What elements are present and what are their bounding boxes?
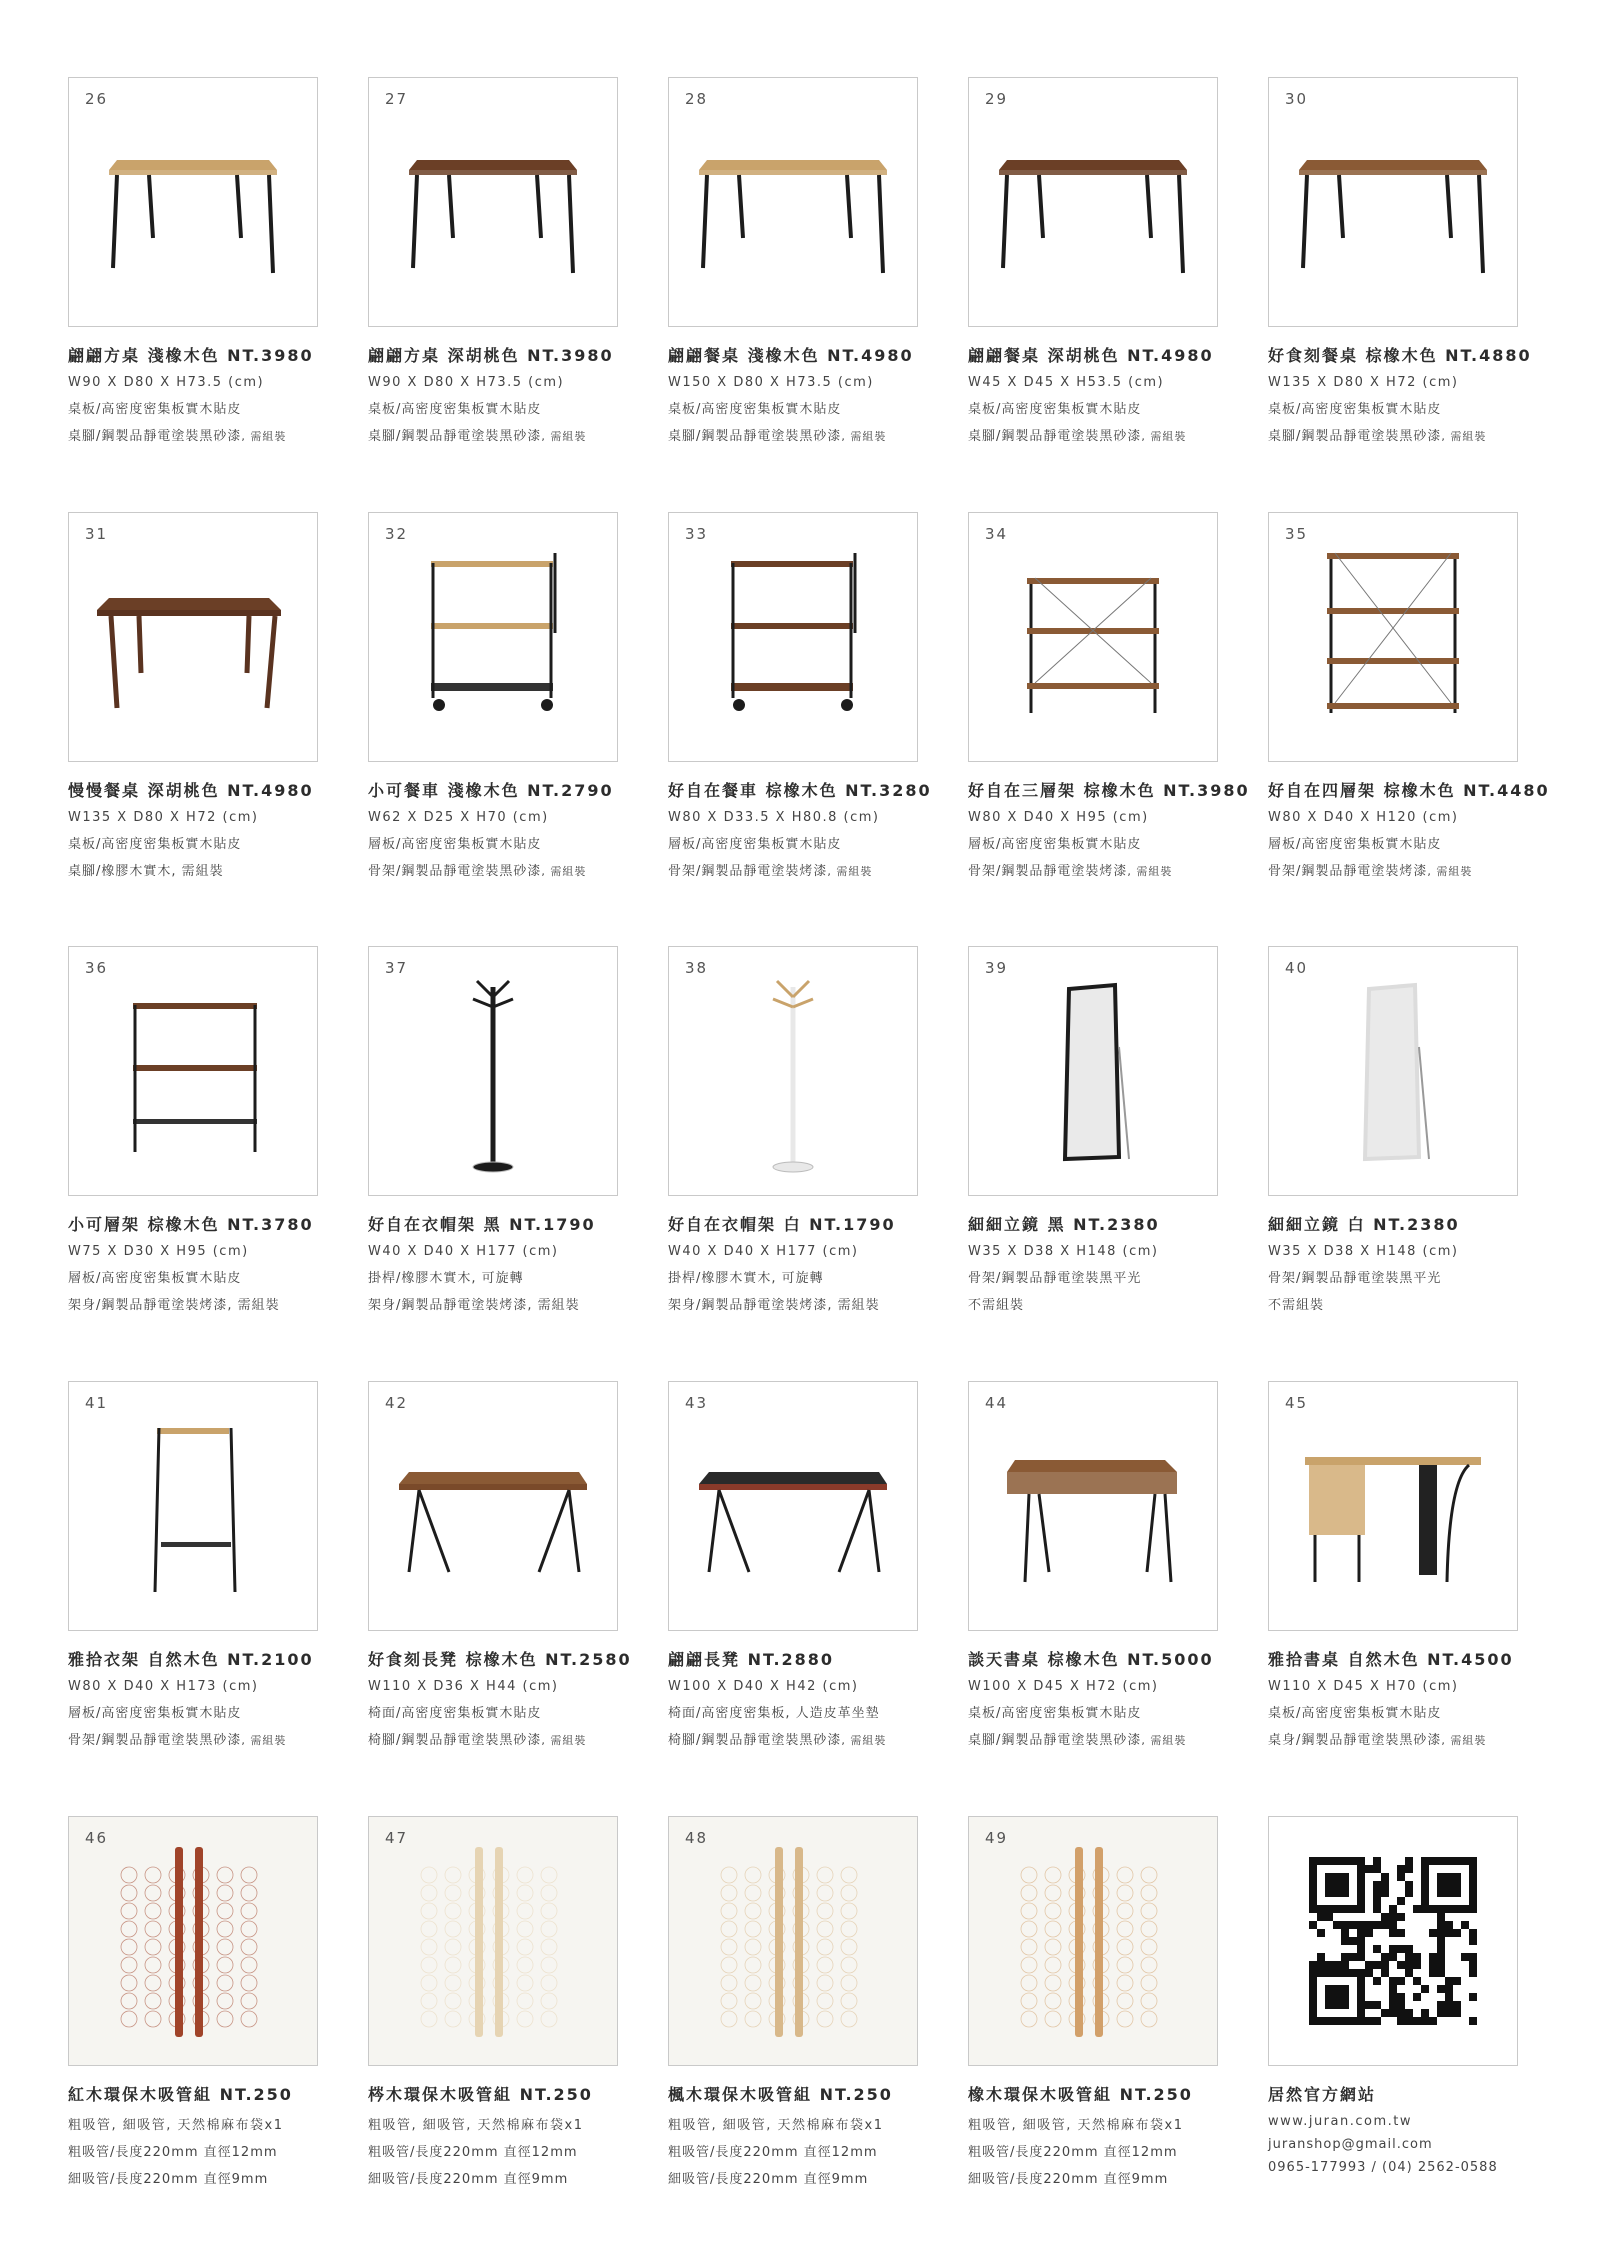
product-title: 好自在餐車 棕橡木色 NT.3280: [668, 781, 932, 800]
product-material-1: 層板/高密度密集板實木貼皮: [68, 1706, 242, 1721]
product-title: 好自在衣帽架 白 NT.1790: [668, 1215, 896, 1234]
coat-rack-icon: [369, 947, 617, 1195]
product-dimensions: W80 X D33.5 X H80.8 (cm): [668, 810, 880, 825]
product-image-card[interactable]: [668, 946, 918, 1196]
product-material-1: 桌板/高密度密集板實木貼皮: [368, 402, 542, 417]
material-2-text: 細吸管/長度220mm 直徑9mm: [68, 2172, 269, 2187]
product-item: [1268, 512, 1550, 879]
assembly-note: , 需組裝: [541, 865, 587, 878]
product-material-2: [1268, 2160, 1518, 2175]
product-material-2: [68, 1729, 318, 1748]
qr-code-icon: [1269, 1817, 1517, 2065]
product-title: 翩翩餐桌 深胡桃色 NT.4980: [968, 346, 1214, 365]
product-title: 好自在衣帽架 黑 NT.1790: [368, 1215, 596, 1234]
product-dimensions: W90 X D80 X H73.5 (cm): [368, 375, 565, 390]
product-material-2: [668, 860, 918, 879]
material-2-text: 0965-177993 / (04) 2562-0588: [1268, 2160, 1498, 2175]
product-dimensions: W35 X D38 X H148 (cm): [968, 1244, 1159, 1259]
product-number: 38: [685, 959, 709, 977]
product-dimensions: W100 X D40 X H42 (cm): [668, 1679, 859, 1694]
product-image-card[interactable]: [1268, 512, 1518, 762]
product-image-card[interactable]: [1268, 1381, 1518, 1631]
product-title: 翩翩方桌 深胡桃色 NT.3980: [368, 346, 614, 365]
product-dimensions: W135 X D80 X H72 (cm): [68, 810, 259, 825]
product-material-2: [1268, 425, 1518, 444]
product-dimensions: W45 X D45 X H53.5 (cm): [968, 375, 1165, 390]
product-material-1: 椅面/高密度密集板, 人造皮革坐墊: [668, 1706, 880, 1721]
cart-icon: [369, 513, 617, 761]
product-dimensions: W35 X D38 X H148 (cm): [1268, 1244, 1459, 1259]
product-title: 小可層架 棕橡木色 NT.3780: [68, 1215, 314, 1234]
product-dimensions: 粗吸管, 細吸管, 天然棉麻布袋x1: [68, 2118, 284, 2133]
product-image-card[interactable]: [968, 77, 1218, 327]
product-image-card[interactable]: [668, 77, 918, 327]
product-dimensions: W110 X D36 X H44 (cm): [368, 1679, 559, 1694]
product-dimensions: W100 X D45 X H72 (cm): [968, 1679, 1159, 1694]
material-2-text: 椅腳/鋼製品靜電塗裝黑砂漆: [668, 1733, 842, 1748]
material-2-text: 骨架/鋼製品靜電塗裝黑砂漆: [68, 1733, 242, 1748]
product-material-1: 桌板/高密度密集板實木貼皮: [968, 402, 1142, 417]
material-2-text: 不需組裝: [968, 1298, 1025, 1313]
assembly-note: , 需組裝: [1141, 430, 1187, 443]
product-dimensions: www.juran.com.tw: [1268, 2114, 1412, 2129]
product-material-1: 層板/高密度密集板實木貼皮: [968, 837, 1142, 852]
product-image-card[interactable]: [68, 946, 318, 1196]
product-number: 49: [985, 1829, 1009, 1847]
dining-table-icon: [1269, 78, 1517, 326]
product-material-1: 粗吸管/長度220mm 直徑12mm: [68, 2145, 278, 2160]
product-material-1: 掛桿/橡膠木實木, 可旋轉: [368, 1271, 524, 1286]
product-number: 48: [685, 1829, 709, 1847]
product-item: [68, 1381, 318, 1748]
product-dimensions: 粗吸管, 細吸管, 天然棉麻布袋x1: [368, 2118, 584, 2133]
product-title: 楓木環保木吸管組 NT.250: [668, 2085, 893, 2104]
product-material-2: [368, 860, 618, 879]
product-image-card[interactable]: [968, 512, 1218, 762]
product-image-card[interactable]: [668, 512, 918, 762]
product-number: 39: [985, 959, 1009, 977]
assembly-note: , 需組裝: [541, 430, 587, 443]
product-number: 44: [985, 1394, 1009, 1412]
product-material-1: 層板/高密度密集板實木貼皮: [668, 837, 842, 852]
product-image-card[interactable]: [368, 77, 618, 327]
desk-icon: [1269, 1382, 1517, 1630]
product-item: [68, 512, 318, 879]
bench-icon: [669, 1382, 917, 1630]
material-2-text: 細吸管/長度220mm 直徑9mm: [368, 2172, 569, 2187]
straw-icon: [69, 1817, 317, 2065]
product-image-card[interactable]: [968, 1816, 1218, 2066]
product-item: [668, 946, 918, 1313]
product-image-card[interactable]: [368, 512, 618, 762]
product-number: 37: [385, 959, 409, 977]
product-title: 紅木環保木吸管組 NT.250: [68, 2085, 293, 2104]
product-number: 46: [85, 1829, 109, 1847]
product-item: [368, 1816, 618, 2187]
assembly-note: , 需組裝: [841, 430, 887, 443]
product-material-1: 桌板/高密度密集板實木貼皮: [668, 402, 842, 417]
assembly-note: , 需組裝: [827, 865, 873, 878]
material-2-text: 桌腳/鋼製品靜電塗裝黑砂漆: [368, 429, 542, 444]
product-title: 翩翩方桌 淺橡木色 NT.3980: [68, 346, 314, 365]
product-material-1: 桌板/高密度密集板實木貼皮: [968, 1706, 1142, 1721]
product-title: 談天書桌 棕橡木色 NT.5000: [968, 1650, 1214, 1669]
material-2-text: 骨架/鋼製品靜電塗裝烤漆: [968, 864, 1128, 879]
product-image-card[interactable]: [68, 512, 318, 762]
product-dimensions: W75 X D30 X H95 (cm): [68, 1244, 249, 1259]
product-number: 27: [385, 90, 409, 108]
product-number: 45: [1285, 1394, 1309, 1412]
shelf-icon: [1269, 513, 1517, 761]
product-material-1: 粗吸管/長度220mm 直徑12mm: [368, 2145, 578, 2160]
product-title: 梣木環保木吸管組 NT.250: [368, 2085, 593, 2104]
product-title: 細細立鏡 白 NT.2380: [1268, 1215, 1460, 1234]
product-material-1: 桌板/高密度密集板實木貼皮: [68, 837, 242, 852]
product-item: [968, 946, 1218, 1313]
product-material-2: [668, 425, 918, 444]
product-material-1: 粗吸管/長度220mm 直徑12mm: [668, 2145, 878, 2160]
product-item: [1268, 1816, 1518, 2175]
product-item: [68, 1816, 318, 2187]
product-material-1: 桌板/高密度密集板實木貼皮: [1268, 402, 1442, 417]
product-item: [68, 946, 318, 1313]
product-dimensions: W62 X D25 X H70 (cm): [368, 810, 549, 825]
product-dimensions: W80 X D40 X H95 (cm): [968, 810, 1149, 825]
product-material-1: 桌板/高密度密集板實木貼皮: [1268, 1706, 1442, 1721]
product-image-card[interactable]: [368, 1816, 618, 2066]
product-material-2: [968, 425, 1218, 444]
product-material-2: [668, 1729, 918, 1748]
product-dimensions: W40 X D40 X H177 (cm): [668, 1244, 859, 1259]
product-image-card[interactable]: [968, 1381, 1218, 1631]
dining-table-icon: [669, 78, 917, 326]
product-image-card[interactable]: [1268, 1816, 1518, 2066]
product-material-2: [68, 1294, 318, 1313]
product-title: 翩翩長凳 NT.2880: [668, 1650, 835, 1669]
product-image-card[interactable]: [68, 1816, 318, 2066]
product-number: 29: [985, 90, 1009, 108]
product-dimensions: 粗吸管, 細吸管, 天然棉麻布袋x1: [968, 2118, 1184, 2133]
product-number: 35: [1285, 525, 1309, 543]
product-image-card[interactable]: [68, 1381, 318, 1631]
product-material-1: 椅面/高密度密集板實木貼皮: [368, 1706, 542, 1721]
product-item: [368, 946, 618, 1313]
material-2-text: 細吸管/長度220mm 直徑9mm: [668, 2172, 869, 2187]
product-number: 34: [985, 525, 1009, 543]
product-dimensions: W135 X D80 X H72 (cm): [1268, 375, 1459, 390]
material-2-text: 桌身/鋼製品靜電塗裝黑砂漆: [1268, 1733, 1442, 1748]
product-number: 43: [685, 1394, 709, 1412]
desk-icon: [969, 1382, 1217, 1630]
product-title: 翩翩餐桌 淺橡木色 NT.4980: [668, 346, 914, 365]
product-material-1: juranshop@gmail.com: [1268, 2137, 1433, 2152]
product-item: [1268, 77, 1532, 444]
product-item: [1268, 1381, 1518, 1748]
product-dimensions: W40 X D40 X H177 (cm): [368, 1244, 559, 1259]
product-image-card[interactable]: [668, 1816, 918, 2066]
product-number: 30: [1285, 90, 1309, 108]
assembly-note: , 需組裝: [1427, 865, 1473, 878]
product-item: [968, 1816, 1218, 2187]
product-item: [968, 512, 1250, 879]
material-2-text: 桌腳/鋼製品靜電塗裝黑砂漆: [1268, 429, 1442, 444]
product-image-card[interactable]: [368, 946, 618, 1196]
product-material-2: [1268, 1294, 1518, 1313]
assembly-note: , 需組裝: [1441, 1734, 1487, 1747]
product-title: 雅拾衣架 自然木色 NT.2100: [68, 1650, 314, 1669]
product-title: 好食刻餐桌 棕橡木色 NT.4880: [1268, 346, 1532, 365]
product-material-2: [68, 425, 318, 444]
product-material-2: [668, 1294, 918, 1313]
table-icon: [69, 78, 317, 326]
assembly-note: , 需組裝: [1441, 430, 1487, 443]
wood-table-icon: [69, 513, 317, 761]
assembly-note: , 需組裝: [1141, 1734, 1187, 1747]
product-item: [368, 512, 618, 879]
assembly-note: , 需組裝: [541, 1734, 587, 1747]
material-2-text: 桌腳/橡膠木實木, 需組裝: [68, 864, 224, 879]
material-2-text: 桌腳/鋼製品靜電塗裝黑砂漆: [668, 429, 842, 444]
shelf-icon: [69, 947, 317, 1195]
bench-icon: [369, 1382, 617, 1630]
product-material-2: [968, 1729, 1218, 1748]
product-image-card[interactable]: [68, 77, 318, 327]
product-title: 好食刻長凳 棕橡木色 NT.2580: [368, 1650, 632, 1669]
straw-icon: [669, 1817, 917, 2065]
product-dimensions: W90 X D80 X H73.5 (cm): [68, 375, 265, 390]
material-2-text: 架身/鋼製品靜電塗裝烤漆, 需組裝: [368, 1298, 580, 1313]
product-number: 26: [85, 90, 109, 108]
product-material-2: [968, 860, 1218, 879]
material-2-text: 桌腳/鋼製品靜電塗裝黑砂漆: [68, 429, 242, 444]
product-title: 小可餐車 淺橡木色 NT.2790: [368, 781, 614, 800]
product-material-2: [368, 425, 618, 444]
straw-icon: [969, 1817, 1217, 2065]
product-number: 33: [685, 525, 709, 543]
product-material-2: [68, 2168, 318, 2187]
product-material-1: 層板/高密度密集板實木貼皮: [68, 1271, 242, 1286]
product-item: [968, 1381, 1218, 1748]
material-2-text: 架身/鋼製品靜電塗裝烤漆, 需組裝: [668, 1298, 880, 1313]
mirror-icon: [1269, 947, 1517, 1195]
material-2-text: 桌腳/鋼製品靜電塗裝黑砂漆: [968, 1733, 1142, 1748]
product-item: [1268, 946, 1518, 1313]
product-image-card[interactable]: [668, 1381, 918, 1631]
product-item: [668, 1381, 918, 1748]
product-dimensions: 粗吸管, 細吸管, 天然棉麻布袋x1: [668, 2118, 884, 2133]
assembly-note: , 需組裝: [241, 430, 287, 443]
product-number: 40: [1285, 959, 1309, 977]
product-title: 好自在三層架 棕橡木色 NT.3980: [968, 781, 1250, 800]
dining-table-icon: [969, 78, 1217, 326]
product-material-2: [1268, 1729, 1518, 1748]
product-material-1: 粗吸管/長度220mm 直徑12mm: [968, 2145, 1178, 2160]
product-item: [668, 512, 932, 879]
product-number: 42: [385, 1394, 409, 1412]
material-2-text: 細吸管/長度220mm 直徑9mm: [968, 2172, 1169, 2187]
product-image-card[interactable]: [1268, 946, 1518, 1196]
assembly-note: , 需組裝: [1127, 865, 1173, 878]
product-material-2: [368, 2168, 618, 2187]
product-material-1: 骨架/鋼製品靜電塗裝黑平光: [1268, 1271, 1442, 1286]
product-item: [368, 1381, 632, 1748]
product-title: 居然官方網站: [1268, 2085, 1377, 2104]
product-dimensions: W80 X D40 X H173 (cm): [68, 1679, 259, 1694]
product-number: 47: [385, 1829, 409, 1847]
material-2-text: 骨架/鋼製品靜電塗裝烤漆: [1268, 864, 1428, 879]
material-2-text: 骨架/鋼製品靜電塗裝黑砂漆: [368, 864, 542, 879]
product-image-card[interactable]: [1268, 77, 1518, 327]
clothes-rack-icon: [69, 1382, 317, 1630]
product-material-1: 層板/高密度密集板實木貼皮: [1268, 837, 1442, 852]
product-material-2: [68, 860, 318, 879]
assembly-note: , 需組裝: [241, 1734, 287, 1747]
product-number: 36: [85, 959, 109, 977]
product-title: 好自在四層架 棕橡木色 NT.4480: [1268, 781, 1550, 800]
product-material-1: 骨架/鋼製品靜電塗裝黑平光: [968, 1271, 1142, 1286]
product-material-2: [968, 2168, 1218, 2187]
product-item: [668, 1816, 918, 2187]
product-material-1: 掛桿/橡膠木實木, 可旋轉: [668, 1271, 824, 1286]
straw-icon: [369, 1817, 617, 2065]
product-item: [968, 77, 1218, 444]
shelf-icon: [969, 513, 1217, 761]
cart-icon: [669, 513, 917, 761]
product-material-2: [368, 1729, 618, 1748]
material-2-text: 椅腳/鋼製品靜電塗裝黑砂漆: [368, 1733, 542, 1748]
material-2-text: 架身/鋼製品靜電塗裝烤漆, 需組裝: [68, 1298, 280, 1313]
product-material-2: [368, 1294, 618, 1313]
product-title: 橡木環保木吸管組 NT.250: [968, 2085, 1193, 2104]
product-number: 31: [85, 525, 109, 543]
material-2-text: 骨架/鋼製品靜電塗裝烤漆: [668, 864, 828, 879]
material-2-text: 桌腳/鋼製品靜電塗裝黑砂漆: [968, 429, 1142, 444]
product-material-2: [968, 1294, 1218, 1313]
product-material-1: 層板/高密度密集板實木貼皮: [368, 837, 542, 852]
product-dimensions: W150 X D80 X H73.5 (cm): [668, 375, 874, 390]
product-dimensions: W110 X D45 X H70 (cm): [1268, 1679, 1459, 1694]
assembly-note: , 需組裝: [841, 1734, 887, 1747]
product-title: 細細立鏡 黑 NT.2380: [968, 1215, 1160, 1234]
mirror-icon: [969, 947, 1217, 1195]
product-item: [668, 77, 918, 444]
table-icon: [369, 78, 617, 326]
product-number: 32: [385, 525, 409, 543]
material-2-text: 不需組裝: [1268, 1298, 1325, 1313]
product-title: 慢慢餐桌 深胡桃色 NT.4980: [68, 781, 314, 800]
product-item: [68, 77, 318, 444]
product-number: 41: [85, 1394, 109, 1412]
product-material-1: 桌板/高密度密集板實木貼皮: [68, 402, 242, 417]
product-item: [368, 77, 618, 444]
product-image-card[interactable]: [968, 946, 1218, 1196]
product-image-card[interactable]: [368, 1381, 618, 1631]
coat-rack-icon: [669, 947, 917, 1195]
product-dimensions: W80 X D40 X H120 (cm): [1268, 810, 1459, 825]
product-number: 28: [685, 90, 709, 108]
product-title: 雅拾書桌 自然木色 NT.4500: [1268, 1650, 1514, 1669]
product-material-2: [668, 2168, 918, 2187]
product-material-2: [1268, 860, 1518, 879]
